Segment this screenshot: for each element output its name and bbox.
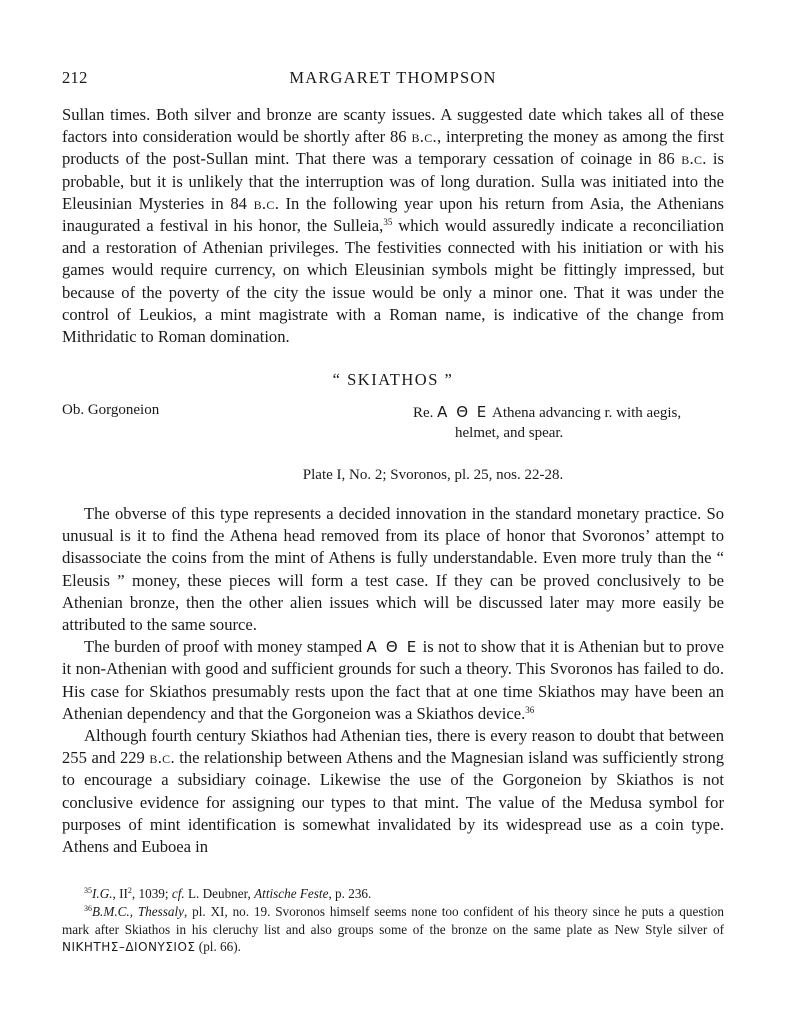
era-abbreviation: b.c [253,193,275,213]
text-run: , p. 236. [328,886,372,901]
text-run: . is probable, but it is unlikely that the interruption was of long duration. Sulla was initiated into the Eleusinian Mysteries in 84 [62,149,724,213]
footnote-35 [62,885,724,903]
citation-italic: B.M.C., Thessaly [92,903,185,919]
citation-italic: Attische Feste [254,886,329,901]
text-run: . the relationship between Athens and the Magnesian island was sufficiently strong to encourage a subsidiary coinage. Likewise the use of the Gorgoneion by Skiathos is not conclusive evidence for assigning our types to that mint. The value of the Medusa symbol for purposes of mint identification is somewhat invalidated by its widespread use as a coin type. Athens and Euboea in [62,748,725,857]
reverse-description: Athena advancing r. with aegis, [492,405,682,421]
coin-obverse: Ob. Gorgoneion [62,402,160,418]
footnote-ref-36[interactable]: 36 [525,704,535,715]
text-run: L. Deubner, [184,886,255,901]
text-run: is not to show that it is Athenian but to prove it non-Athenian with good and sufficient grounds for such a theory. This Svoronos has failed to do. His case for Skiathos presumably rests upon the fact that at one time Skiathos may have been an Athenian dependency and that the Gorgoneion was a Skiathos device. [62,637,724,723]
era-abbreviation: b.c. [411,127,437,147]
text-run: , pl. XI, no. 19. Svoronos himself seems none too confident of his theory since he puts a question mark after Skiathos in his cleruchy list and also groups some of the bronze on the same plate as New Style silver of [62,903,724,937]
paragraph-1 [62,104,724,348]
footnote-ref-35[interactable]: 35 [383,217,393,228]
paragraph-3 [62,636,724,725]
superscript: 2 [127,886,132,895]
paragraph-4 [62,725,724,858]
page-header [62,68,724,92]
plate-reference: Plate I, No. 2; Svoronos, pl. 25, nos. 22-28. [302,467,564,483]
running-title: MARGARET THOMPSON [289,68,497,87]
main-text [62,503,724,858]
section-heading: “ SKIATHOS ” [332,370,454,389]
coin-reverse [413,402,724,443]
paragraph-2: The obverse of this type represents a decided innovation in the standard monetary practice. So unusual is it to find the Athena head removed from its place of honor that Svoronos’ attempt to disassociate the coins from the mint of Athens is fully understandable. Even more truly than the “ Eleusis ” money, these pieces will form a test case. If they can be proved conclusively to be Athenian bronze, then the other alien issues which will be discussed later may more easily be attributed to the same source. [62,504,724,635]
footnote-number: 35 [84,886,92,895]
footnote-number: 36 [84,903,92,913]
era-abbreviation: b.c [149,748,171,768]
citation-italic: I.G. [92,886,113,901]
text-run: which would assuredly indicate a reconciliation and a restoration of Athenian privileges. The festivities connected with his initiation or with his games would require currency, on which Eleusinian symbols might be fittingly impressed, but because of the poverty of the city the issue would be only a minor one. That it was under the control of Leukios, a mint magistrate with a Roman name, is indicative of the change from Mithridatic to Roman domination. [62,216,724,347]
text-run: Sullan times. Both silver and bronze are scanty issues. A suggested date which takes all of these factors into consideration would be shortly after 86 [62,105,724,147]
text-run: Although fourth century Skiathos had Athenian ties, there is every reason to doubt that between 255 and 229 [62,726,724,768]
citation-italic: cf. [171,886,185,901]
greek-legend: Α Θ Ε [366,638,419,657]
greek-legend: ΝΙΚΗΤΗΣ–ΔΙΟΝΥΣΙΟΣ [62,940,196,955]
text-run: (pl. 66). [195,939,241,955]
text-run: , 1039; [131,886,172,901]
text-run: The burden of proof with money stamped [84,637,367,657]
reverse-prefix: Re. [413,405,434,421]
era-abbreviation: b.c [681,149,703,169]
text-run: , interpreting the money as among the first products of the post-Sullan mint. That there was a temporary cessation of coinage in 86 [62,127,724,169]
footnote-36 [62,903,724,957]
greek-legend: Α Θ Ε [437,403,489,421]
footnotes [62,885,724,957]
reverse-description-cont: helmet, and spear. [455,425,564,441]
text-run: , II [112,886,128,901]
text-run: . In the following year upon his return from Asia, the Athenians inaugurated a festival in his honor, the Sulleia, [62,193,724,236]
page-number: 212 [62,68,88,87]
